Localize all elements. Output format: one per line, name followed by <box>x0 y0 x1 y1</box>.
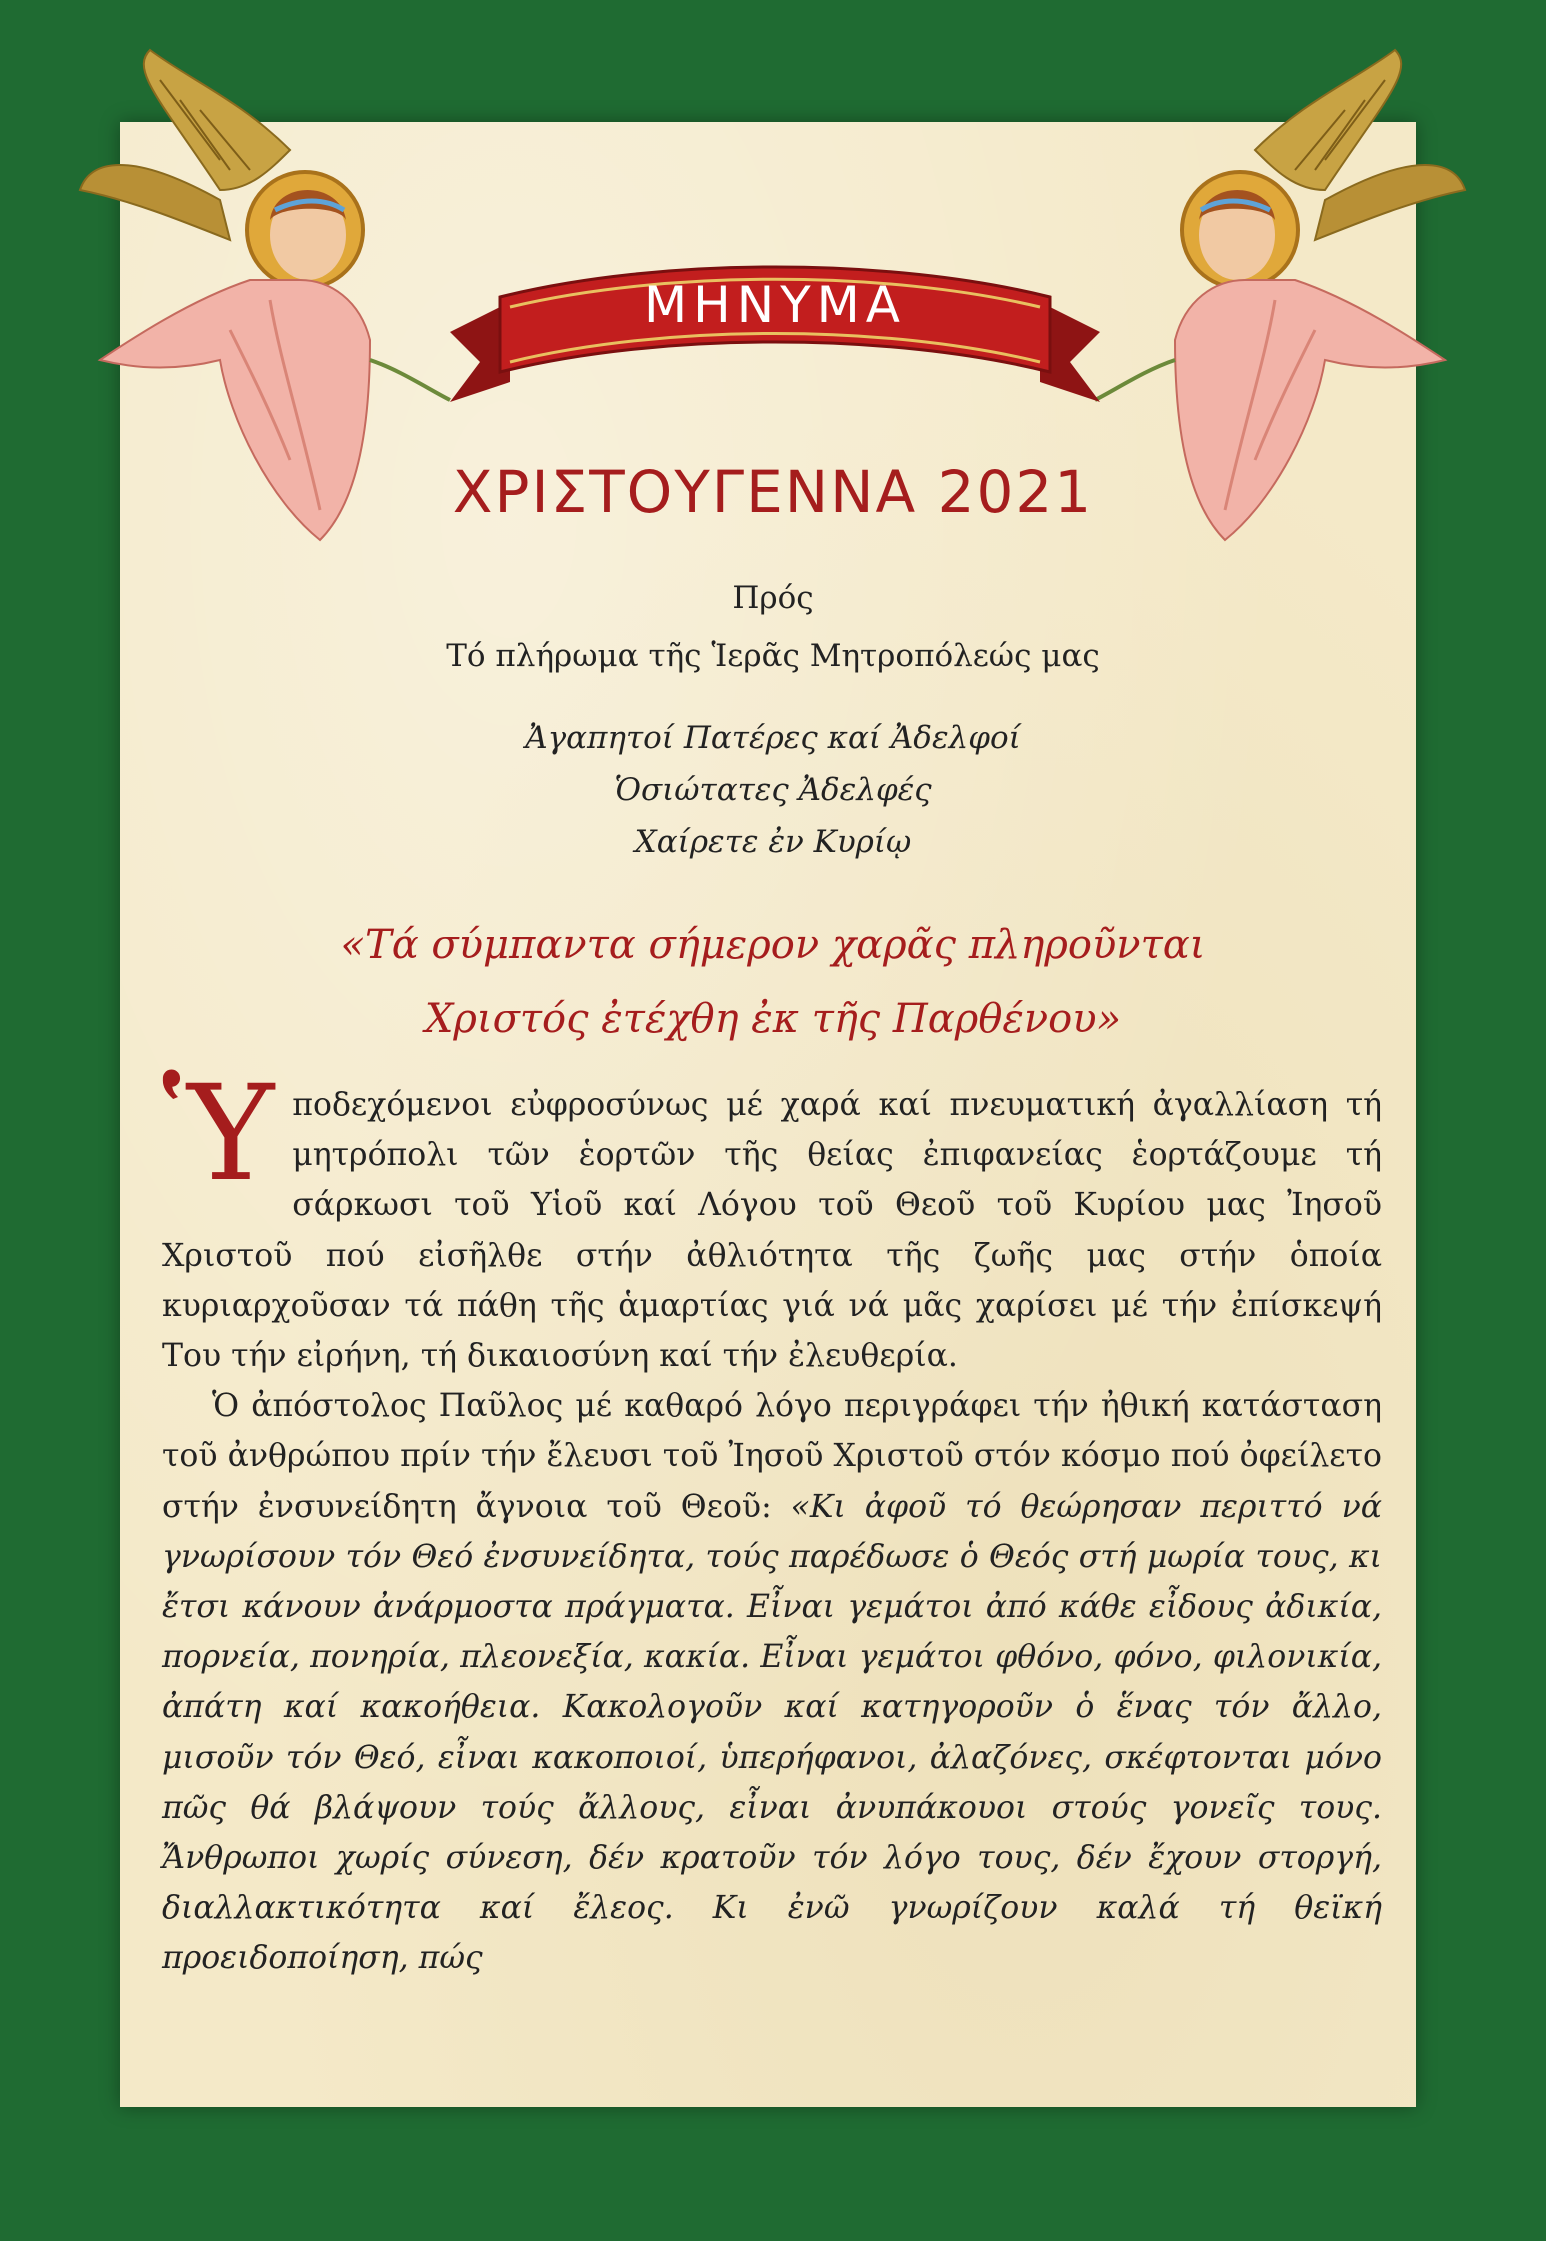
quote-line-1: «Τά σύμπαντα σήμερον χαρᾶς πληροῦνται <box>340 922 1206 968</box>
paragraph-2-quote: «Κι ἀφοῦ τό θεώρησαν περιττό νά γνωρίσουν τόν Θεό ἐνσυνείδητα, τούς παρέδωσε ὁ Θεός στή μωρία τους, κι ἔτσι κάνουν ἀνάρμοστα πράγματα. Εἶναι γεμάτοι ἀπό κάθε εἶδους ἀδικία, πορνεία, πονηρία, πλεονεξία, κακία. Εἶναι γεμάτοι φθόνο, φόνο, φιλονικία, ἀπάτη καί κακοήθεια. Κακολογοῦν καί κατηγοροῦν ὁ ἕνας τόν ἄλλο, μισοῦν τόν Θεό, εἶναι κακοποιοί, ὑπερήφανοι, ἀλαζόνες, σκέφτονται μόνο πῶς θά βλάψουν τούς ἄλλους, εἶναι ἀνυπάκουοι στούς γονεῖς τους. Ἄνθρωποι χωρίς σύνεση, δέν κρατοῦν τόν λόγο τους, δέν ἔχουν στοργή, διαλλακτικότητα καί ἔλεος. Κι ἐνῶ γνωρίζουν καλά τή θεϊκή προειδοποίηση, πώς <box>162 1488 1382 1977</box>
greeting-line-2: Ὁσιώτατες Ἀδελφές <box>614 772 932 808</box>
greeting-line-1: Ἀγαπητοί Πατέρες καί Ἀδελφοί <box>525 720 1021 756</box>
ribbon-label: ΜΗΝΥΜΑ <box>643 276 907 334</box>
greeting-line-3: Χαίρετε ἐν Κυρίῳ <box>634 824 912 860</box>
body-text <box>162 1057 1382 1984</box>
paragraph-2 <box>162 1381 1382 1983</box>
quote-line-2: Χριστός ἐτέχθη ἐκ τῆς Παρθένου» <box>424 996 1122 1042</box>
address-line-1: Πρός <box>732 580 814 616</box>
paragraph-1 <box>162 1057 1382 1381</box>
page-title: ΧΡΙΣΤΟΥΓΕΝΝΑ 2021 <box>452 458 1094 526</box>
paragraph-2-text: Ὁ ἀπόστολος Παῦλος μέ καθαρό λόγο περιγράφει τήν ἠθική κατάσταση τοῦ ἀνθρώπου πρίν τήν ἔλευσι τοῦ Ἰησοῦ Χριστοῦ στόν κόσμο πού ὀφείλετο στήν ἐνσυνείδητη ἄγνοια τοῦ Θεοῦ: <box>162 1388 1382 1525</box>
address-line-2: Τό πλήρωμα τῆς Ἱερᾶς Μητροπόλεώς μας <box>446 638 1100 674</box>
paragraph-1-text: ποδεχόμενοι εὐφροσύνως μέ χαρά καί πνευματική ἀγαλλίαση τή μητρόπολι τῶν ἑορτῶν τῆς θείας ἐπιφανείας ἑορτάζουμε τή σάρκωσι τοῦ Υἱοῦ καί Λόγου τοῦ Θεοῦ τοῦ Κυρίου μας Ἰησοῦ Χριστοῦ πού εἰσῆλθε στήν ἀθλιότητα τῆς ζωῆς μας στήν ὁποία κυριαρχοῦσαν τά πάθη τῆς ἁμαρτίας γιά νά μᾶς χαρίσει μέ τήν ἐπίσκεψή Του τήν εἰρήνη, τή δικαιοσύνη καί τήν ἐλευθερία. <box>162 1087 1382 1375</box>
dropcap: Ὑ <box>162 1057 275 1211</box>
